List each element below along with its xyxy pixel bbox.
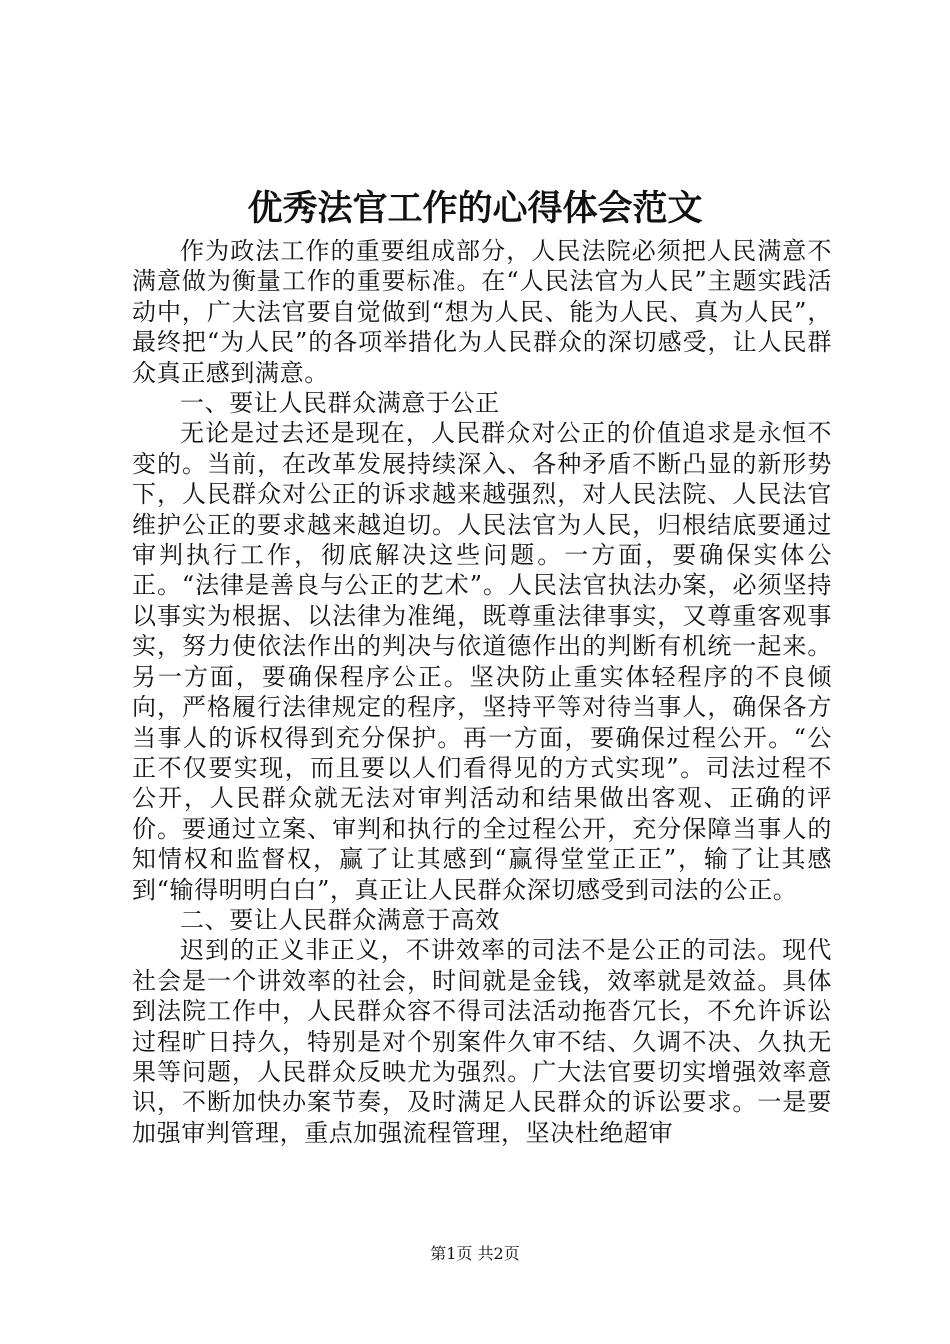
section-heading-efficiency: 二、要让人民群众满意于高效 (180, 905, 500, 934)
document-title: 优秀法官工作的心得体会范文 (247, 189, 703, 229)
efficiency-paragraph: 迟到的正义非正义，不讲效率的司法不是公正的司法。现代社会是一个讲效率的社会，时间就是金钱，效率就是效益。具体到法院工作中，人民群众容不得司法活动拖沓冗长，不允许诉讼过程旷日持久，特别是对个别案件久审不结、久调不决、久执无果等问题，人民群众反映尤为强烈。广大法官要切实增强效率意识，不断加快办案节奏，及时满足人民群众的诉讼要求。一是要加强审判管理，重点加强流程管理，坚决杜绝超审 (132, 936, 832, 1147)
section-heading-fairness: 一、要让人民群众满意于公正 (180, 389, 500, 418)
intro-paragraph: 作为政法工作的重要组成部分，人民法院必须把人民满意不满意做为衡量工作的重要标准。在“人民法官为人民”主题实践活动中，广大法官要自觉做到“想为人民、能为人民、真为人民”，最终把“为人民”的各项举措化为人民群众的深切感受，让人民群众真正感到满意。 (132, 237, 832, 387)
page-number-footer: 第1页 共2页 (430, 1244, 520, 1263)
document-body (132, 236, 832, 1148)
fairness-paragraph: 无论是过去还是现在，人民群众对公正的价值追求是永恒不变的。当前，在改革发展持续深入、各种矛盾不断凸显的新形势下，人民群众对公正的诉求越来越强烈，对人民法院、人民法官维护公正的要求越来越迫切。人民法官为人民，归根结底要通过审判执行工作，彻底解决这些问题。一方面，要确保实体公正。“法律是善良与公正的艺术”。人民法官执法办案，必须坚持以事实为根据、以法律为准绳，既尊重法律事实，又尊重客观事实，努力使依法作出的判决与依道德作出的判断有机统一起来。另一方面，要确保程序公正。坚决防止重实体轻程序的不良倾向，严格履行法律规定的程序，坚持平等对待当事人，确保各方当事人的诉权得到充分保护。再一方面，要确保过程公开。“公正不仅要实现，而且要以人们看得见的方式实现”。司法过程不公开，人民群众就无法对审判活动和结果做出客观、正确的评价。要通过立案、审判和执行的全过程公开，充分保障当事人的知情权和监督权，赢了让其感到“赢得堂堂正正”，输了让其感到“输得明明白白”，真正让人民群众深切感受到司法的公正。 (132, 419, 832, 904)
